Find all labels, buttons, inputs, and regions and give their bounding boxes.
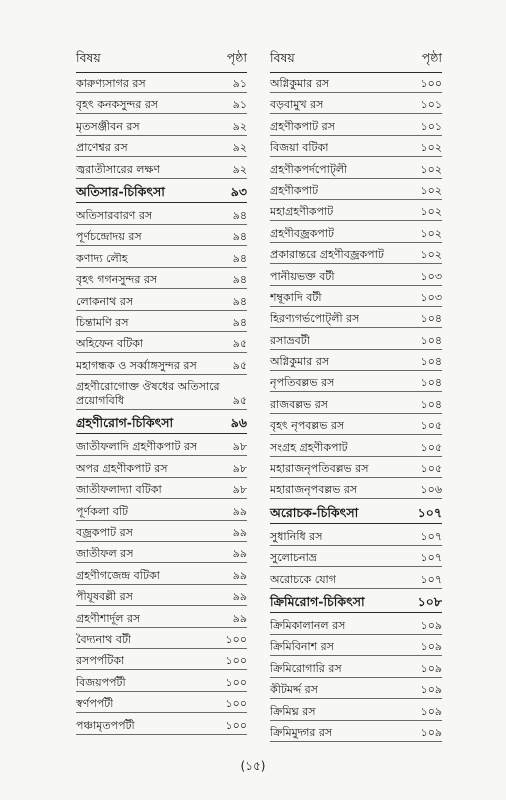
entry-title: গ্রহণীশার্দূল রস: [76, 611, 141, 625]
entry-title: কারুণ্যসাগর রস: [76, 77, 146, 90]
entry-title: অরোচকে যোগ: [270, 572, 336, 586]
index-entry: [76, 612, 247, 628]
entry-page-number: ১০০: [420, 77, 442, 90]
entry-page-number: ১০৪: [420, 376, 442, 390]
index-entry: [76, 590, 247, 606]
entry-title: বৃহৎ নৃপবল্লভ রস: [270, 419, 345, 433]
entry-title: গ্রহণীকপর্দপোট্‌লী: [270, 162, 348, 176]
entry-title: রসাভ্রবটী: [270, 333, 310, 347]
entry-page-number: ১০৪: [420, 355, 442, 369]
entry-page-number: ১০৭: [420, 529, 442, 543]
index-entry: [270, 376, 442, 392]
index-entry: [270, 141, 442, 157]
entry-page-number: ১০১: [420, 98, 442, 112]
section-heading: [76, 415, 247, 434]
entry-title: গ্রহণীকপাট রস: [270, 119, 335, 133]
entry-title: বৈদ্যনাথ বটী: [76, 632, 132, 646]
index-entry: [76, 252, 247, 268]
entry-title: শম্বূকাদি বটী: [270, 290, 322, 304]
entry-page-number: ১০৭: [420, 572, 442, 586]
entry-title: হিরণ্যগর্ভপোট্‌লী রস: [270, 312, 360, 326]
entry-title: রসপর্পটিকা: [76, 654, 125, 668]
index-entry: [270, 619, 442, 635]
entry-continuation: [76, 394, 247, 408]
entry-page-number: ১০৯: [420, 704, 442, 718]
index-entry: [76, 77, 247, 93]
section-title: অতিসার-চিকিৎসা: [76, 183, 165, 199]
entry-page-number: ৯৮: [232, 483, 247, 497]
entry-page-number: ১০০: [225, 632, 247, 646]
entry-page-number: ৯৫: [232, 394, 247, 408]
index-entry: [76, 141, 247, 157]
entry-page-number: ১০১: [420, 119, 442, 133]
entry-title: রাজবল্লভ রস: [270, 397, 329, 411]
index-entry: [270, 662, 442, 678]
entry-title: ক্রিমিঘ্ন রস: [270, 704, 316, 718]
index-entry: [76, 697, 247, 713]
index-entry: [270, 419, 442, 435]
section-heading: [76, 184, 247, 203]
index-entry: [76, 316, 247, 332]
entry-page-number: ১০৩: [420, 269, 442, 283]
index-entry: [270, 77, 442, 93]
entry-title: বড়বামুখ রস: [270, 98, 324, 112]
index-entry: [270, 683, 442, 699]
entry-page-number: ১০৯: [420, 683, 442, 697]
entry-title: পূর্ণকলা বটি: [76, 504, 128, 518]
section-heading: [270, 594, 442, 613]
index-entry: [76, 98, 247, 114]
entry-page-number: ৯২: [232, 162, 247, 176]
index-entry: [270, 530, 442, 546]
entry-title: ক্রিমিমুদ্গর রস: [270, 725, 333, 739]
entry-page-number: ১০০: [225, 697, 247, 711]
index-entry: [76, 209, 247, 225]
entry-title: বৃহৎ কনকসুন্দর রস: [76, 98, 159, 112]
entry-page-number: ৯৪: [232, 230, 247, 244]
index-entry: [76, 440, 247, 456]
entry-title: প্রাণেশ্বর রস: [76, 141, 128, 155]
index-entry: [270, 705, 442, 721]
entry-page-number: ১০৬: [420, 483, 442, 497]
entry-title: অতিসারবারণ রস: [76, 208, 153, 222]
section-title: অরোচক-চিকিৎসা: [270, 504, 359, 520]
page-header: পৃষ্ঠা: [226, 50, 247, 65]
index-entry: [270, 227, 442, 243]
entry-title: পঞ্চামৃতপর্পটী: [76, 718, 135, 732]
entry-page-number: ১০৪: [420, 333, 442, 347]
entry-title: প্রকারান্তরে গ্রহণীবজ্রকপাট: [270, 248, 384, 262]
entry-page-number: ৯৯: [232, 526, 247, 540]
index-entry: [270, 726, 442, 742]
entry-title: মৃতসঞ্জীবন রস: [76, 119, 140, 133]
entry-title: স্বর্ণপর্পটী: [76, 697, 114, 711]
section-page-number: ১০৮: [417, 593, 442, 609]
page-number: (১৫): [240, 759, 266, 773]
entry-title: জাতীফলাদ্যা বটিকা: [76, 483, 162, 497]
entry-page-number: ১০৯: [420, 640, 442, 654]
entry-page-number: ১০০: [225, 718, 247, 732]
entry-title: গ্রহণীগজেন্দ্র বটিকা: [76, 568, 160, 582]
entry-title: চিন্তামণি রস: [76, 315, 129, 329]
entry-page-number: ১০৫: [420, 419, 442, 433]
index-entry: [270, 462, 442, 478]
index-entry: [76, 719, 247, 735]
index-entry: [76, 295, 247, 311]
index-entry: [76, 273, 247, 289]
entry-title: অপর গ্রহণীকপাট রস: [76, 461, 168, 475]
entry-title-continued: প্রয়োগবিধি: [76, 394, 125, 408]
index-entry: [270, 205, 442, 221]
entry-title: পীযূষবল্লী রস: [76, 590, 133, 604]
index-entry: [76, 163, 247, 179]
index-entry: [76, 359, 247, 375]
entry-page-number: ১০২: [420, 162, 442, 176]
index-entry: [270, 640, 442, 656]
entry-page-number: ১০৫: [420, 462, 442, 476]
index-entry: [270, 355, 442, 371]
index-entry: [76, 526, 247, 542]
section-heading: [270, 505, 442, 524]
subject-header: বিষয়: [270, 50, 295, 65]
entry-title: বিজয়া বটিকা: [270, 141, 329, 155]
index-entry: [76, 505, 247, 521]
index-entry: [76, 654, 247, 670]
entry-title: সংগ্রহ গ্রহণীকপাট: [270, 440, 348, 454]
index-entry: [76, 569, 247, 585]
index-entry: [270, 120, 442, 136]
entry-page-number: ৯২: [232, 119, 247, 133]
entry-title: বজ্রকপাট রস: [76, 526, 133, 540]
section-page-number: ৯৩: [230, 183, 247, 199]
entry-page-number: ৯১: [232, 77, 247, 90]
index-entry: [270, 573, 442, 589]
entry-title: জাতীফলাদি গ্রহণীকপাট রস: [76, 440, 198, 454]
left-column: [76, 46, 247, 740]
entry-title: লোকনাথ রস: [76, 294, 134, 308]
entry-title: পূর্ণচন্দ্রোদয় রস: [76, 230, 142, 244]
entry-page-number: ১০৪: [420, 397, 442, 411]
entry-page-number: ৯৮: [232, 440, 247, 454]
entry-title: নৃপতিবল্লভ রস: [270, 376, 335, 390]
index-entry: [270, 334, 442, 350]
entry-title: জ্বরাতীসারের লক্ষণ: [76, 162, 161, 176]
entry-title: গ্রহণীরোগোক্ত ঔষধের অতিসারে: [76, 380, 220, 394]
index-entry: [270, 551, 442, 567]
entry-page-number: ১০২: [420, 248, 442, 262]
entry-page-number: ৯৪: [232, 208, 247, 222]
entry-page-number: ৯৪: [232, 315, 247, 329]
entry-page-number: ৯৯: [232, 547, 247, 561]
index-entry: [76, 380, 247, 410]
entry-title: গ্রহণীকপাট: [270, 183, 319, 197]
entry-title: ক্রিমিবিনাশ রস: [270, 640, 334, 654]
entry-page-number: ৯৮: [232, 461, 247, 475]
subject-header: বিষয়: [76, 50, 101, 65]
entry-title: কীটমর্দ্দ রস: [270, 683, 318, 697]
entry-title: অগ্নিকুমার রস: [270, 355, 330, 369]
index-entry: [270, 184, 442, 200]
entry-page-number: ১০২: [420, 183, 442, 197]
index-entry: [76, 337, 247, 353]
entry-title: মহারাজনৃপবল্লভ রস: [270, 483, 358, 497]
entry-title: পানীয়ভক্ত বটী: [270, 269, 335, 283]
entry-page-number: ১০০: [225, 654, 247, 668]
entry-page-number: ৯৯: [232, 568, 247, 582]
entry-title: ক্রিমিরোগারি রস: [270, 661, 342, 675]
index-entry: [270, 398, 442, 414]
index-entry: [76, 462, 247, 478]
entry-page-number: ১০৭: [420, 551, 442, 565]
entry-title: অহিফেন বটিকা: [76, 337, 144, 351]
entry-title: বিজয়পর্পটী: [76, 675, 126, 689]
index-entry: [76, 633, 247, 649]
entry-page-number: ১০৯: [420, 618, 442, 632]
entry-title: মহারাজনৃপতিবল্লভ রস: [270, 462, 369, 476]
index-entry: [270, 248, 442, 264]
entry-page-number: ১০৯: [420, 725, 442, 739]
index-entry: [76, 230, 247, 246]
entry-page-number: ১০২: [420, 205, 442, 219]
entry-title: মহাগন্ধক ও সর্ব্বাঙ্গসুন্দর রস: [76, 358, 197, 372]
entry-title: অগ্নিকুমার রস: [270, 77, 330, 90]
index-entry: [270, 163, 442, 179]
index-entry: [76, 676, 247, 692]
right-column: [270, 46, 442, 747]
index-entry: [76, 483, 247, 499]
entry-page-number: ৯৪: [232, 294, 247, 308]
entry-page-number: ১০২: [420, 226, 442, 240]
entry-page-number: ৯১: [232, 98, 247, 112]
index-entry: [270, 98, 442, 114]
entry-page-number: ১০০: [225, 675, 247, 689]
index-entry: [270, 441, 442, 457]
right-column-header: [270, 46, 442, 73]
index-entry: [270, 312, 442, 328]
section-page-number: ১০৭: [417, 504, 442, 520]
entry-page-number: ১০৫: [420, 440, 442, 454]
entry-title: মহাগ্রহণীকপাট: [270, 205, 334, 219]
index-entry: [76, 120, 247, 136]
entry-page-number: ১০২: [420, 141, 442, 155]
entry-title: সুধানিধি রস: [270, 529, 323, 543]
entry-page-number: ১০৪: [420, 312, 442, 326]
left-column-header: [76, 46, 247, 73]
entry-title: গ্রহণীবজ্রকপাট: [270, 226, 334, 240]
entry-page-number: ৯৪: [232, 273, 247, 287]
entry-page-number: ৯৫: [232, 337, 247, 351]
section-title: ক্রিমিরোগ-চিকিৎসা: [270, 593, 365, 609]
entry-page-number: ৯৪: [232, 251, 247, 265]
entry-title: সুলোচনাভ্র: [270, 551, 317, 565]
entry-page-number: ৯৯: [232, 504, 247, 518]
entry-page-number: ১০৩: [420, 290, 442, 304]
index-entry: [270, 291, 442, 307]
section-page-number: ৯৬: [230, 415, 247, 431]
entry-page-number: ৯২: [232, 141, 247, 155]
index-entry: [270, 483, 442, 499]
entry-page-number: ১০৯: [420, 661, 442, 675]
page-header: পৃষ্ঠা: [421, 50, 442, 65]
index-entry: [76, 547, 247, 563]
entry-title: কণাদ্য লৌহ: [76, 251, 128, 265]
entry-title: জাতীফল রস: [76, 547, 134, 561]
entry-page-number: ৯৯: [232, 590, 247, 604]
entry-title: বৃহৎ গগনসুন্দর রস: [76, 273, 158, 287]
index-entry: [270, 270, 442, 286]
entry-page-number: ৯৫: [232, 358, 247, 372]
section-title: গ্রহণীরোগ-চিকিৎসা: [76, 415, 174, 431]
entry-title: ক্রিমিকালানল রস: [270, 618, 346, 632]
entry-page-number: ৯৯: [232, 611, 247, 625]
